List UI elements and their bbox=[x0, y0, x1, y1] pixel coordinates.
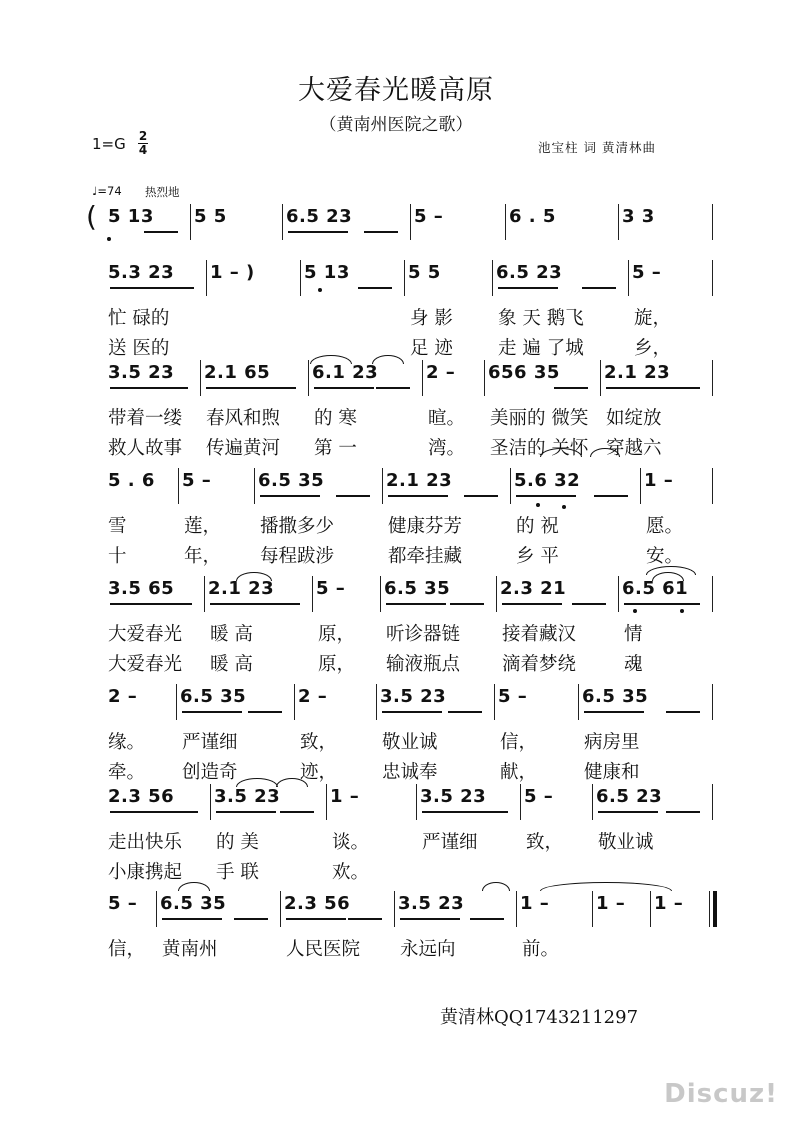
lyric-line-2: 小康携起 bbox=[108, 862, 183, 883]
beam-line bbox=[206, 387, 266, 389]
beam-line bbox=[470, 918, 504, 920]
beam-line bbox=[376, 387, 410, 389]
beam-line bbox=[164, 811, 198, 813]
barline bbox=[294, 684, 295, 720]
lyric-line-2: 乡 平 bbox=[516, 546, 559, 567]
time-signature-bottom: 4 bbox=[138, 143, 148, 157]
barline bbox=[712, 784, 713, 820]
note-group: 5 13 bbox=[108, 206, 154, 227]
barline bbox=[712, 684, 713, 720]
lyric-line-1: 接着藏汉 bbox=[502, 624, 577, 645]
beam-line bbox=[280, 811, 314, 813]
beam-line bbox=[262, 387, 296, 389]
lyric-line-1: 莲， bbox=[184, 516, 222, 537]
beam-line bbox=[594, 495, 628, 497]
note-group: 5 – bbox=[108, 893, 138, 914]
beam-line bbox=[234, 918, 268, 920]
barline bbox=[494, 684, 495, 720]
lyric-line-1: 走出快乐 bbox=[108, 832, 183, 853]
beam-line bbox=[154, 387, 188, 389]
note-group: 6.5 35 bbox=[180, 686, 247, 707]
note-group: 1 – bbox=[596, 893, 626, 914]
beam-line bbox=[216, 811, 276, 813]
barline bbox=[516, 891, 517, 927]
beam-line bbox=[666, 603, 700, 605]
lyric-line-1: 听诊器链 bbox=[386, 624, 461, 645]
lyric-line-2: 年， bbox=[184, 546, 222, 567]
note-group: 3.5 23 bbox=[380, 686, 447, 707]
barline bbox=[592, 891, 593, 927]
lyric-line-2: 安。 bbox=[646, 546, 684, 567]
lyric-line-1: 谈。 bbox=[332, 832, 370, 853]
octave-dot bbox=[562, 505, 566, 509]
beam-line bbox=[162, 918, 222, 920]
lyric-line-2: 足 迹 bbox=[410, 338, 453, 359]
time-signature bbox=[138, 130, 148, 157]
note-group: 5 . 6 bbox=[108, 470, 155, 491]
song-title: 大爱春光暖高原 bbox=[298, 75, 494, 106]
barline bbox=[404, 260, 405, 296]
barline bbox=[592, 784, 593, 820]
tempo-mark: ♩=74 bbox=[92, 184, 122, 198]
slur-arc bbox=[236, 778, 278, 787]
lyric-line-1: 人民医院 bbox=[286, 939, 361, 960]
barline bbox=[484, 360, 485, 396]
barline bbox=[178, 468, 179, 504]
note-group: 6.1 23 bbox=[312, 362, 379, 383]
note-group: 2.3 56 bbox=[284, 893, 351, 914]
beam-line bbox=[606, 387, 666, 389]
lyric-line-2: 十 bbox=[108, 546, 127, 567]
note-group: 1 – bbox=[644, 470, 674, 491]
song-subtitle: （黄南州医院之歌） bbox=[319, 115, 473, 135]
lyric-line-1: 暖 高 bbox=[210, 624, 253, 645]
barline bbox=[496, 576, 497, 612]
beam-line bbox=[210, 603, 270, 605]
lyric-line-1: 雪 bbox=[108, 516, 127, 537]
octave-dot bbox=[633, 609, 637, 613]
barline bbox=[326, 784, 327, 820]
beam-line bbox=[286, 918, 346, 920]
beam-line bbox=[554, 387, 588, 389]
note-group: 3 3 bbox=[622, 206, 655, 227]
barline bbox=[206, 260, 207, 296]
lyric-line-1: 健康芬芳 bbox=[388, 516, 463, 537]
beam-line bbox=[386, 603, 446, 605]
barline bbox=[280, 891, 281, 927]
barline bbox=[312, 576, 313, 612]
slur-arc bbox=[178, 882, 210, 891]
note-group: 5.6 32 bbox=[514, 470, 581, 491]
beam-line bbox=[160, 287, 194, 289]
beam-line bbox=[358, 287, 392, 289]
barline bbox=[410, 204, 411, 240]
time-signature-top: 2 bbox=[138, 129, 148, 143]
lyric-line-1: 敬业诚 bbox=[382, 732, 438, 753]
note-group: 1 – bbox=[654, 893, 684, 914]
barline bbox=[618, 576, 619, 612]
note-group: 5 13 bbox=[304, 262, 350, 283]
expression-mark: 热烈地 bbox=[145, 185, 180, 199]
barline bbox=[600, 360, 601, 396]
lyric-line-2: 传遍黄河 bbox=[206, 438, 281, 459]
note-group: 2.1 23 bbox=[386, 470, 453, 491]
slur-arc bbox=[372, 355, 404, 364]
barline bbox=[210, 784, 211, 820]
barline bbox=[709, 891, 710, 927]
lyric-line-1: 致， bbox=[300, 732, 338, 753]
barline bbox=[640, 468, 641, 504]
note-group: 2.3 21 bbox=[500, 578, 567, 599]
barline bbox=[712, 468, 713, 504]
beam-line bbox=[422, 811, 482, 813]
note-group: 3.5 23 bbox=[398, 893, 465, 914]
lyric-line-1: 身 影 bbox=[410, 308, 453, 329]
note-group: 5 – bbox=[524, 786, 554, 807]
beam-line bbox=[502, 603, 562, 605]
beam-line bbox=[248, 711, 282, 713]
barline bbox=[520, 784, 521, 820]
beam-line bbox=[158, 603, 192, 605]
octave-dot bbox=[536, 503, 540, 507]
slur-arc bbox=[646, 566, 696, 575]
lyric-line-1: 旋， bbox=[634, 308, 672, 329]
lyric-line-2: 都牵挂藏 bbox=[388, 546, 463, 567]
barline bbox=[382, 468, 383, 504]
lyric-line-2: 暖 高 bbox=[210, 654, 253, 675]
note-group: 6 . 5 bbox=[509, 206, 556, 227]
note-group: 5 – bbox=[498, 686, 528, 707]
lyric-line-2: 创造奇 bbox=[182, 762, 238, 783]
lyric-line-2: 牵。 bbox=[108, 762, 146, 783]
note-group: 3.5 23 bbox=[420, 786, 487, 807]
lyric-line-2: 乡， bbox=[634, 338, 672, 359]
note-group: 2 – bbox=[298, 686, 328, 707]
barline bbox=[712, 260, 713, 296]
lyric-line-2: 第 一 bbox=[314, 438, 357, 459]
beam-line bbox=[666, 711, 700, 713]
lyric-line-1: 缘。 bbox=[108, 732, 146, 753]
lyric-line-1: 敬业诚 bbox=[598, 832, 654, 853]
beam-line bbox=[516, 495, 576, 497]
barline bbox=[176, 684, 177, 720]
lyric-line-1: 的 寒 bbox=[314, 408, 357, 429]
beam-line bbox=[110, 811, 170, 813]
barline bbox=[204, 576, 205, 612]
note-group: 5 5 bbox=[194, 206, 227, 227]
beam-line bbox=[448, 711, 482, 713]
lyric-line-2: 欢。 bbox=[332, 862, 370, 883]
lyric-line-2: 迹， bbox=[300, 762, 338, 783]
watermark-logo: Discuz! bbox=[664, 1079, 778, 1109]
slur-arc bbox=[540, 882, 672, 891]
slur-arc bbox=[236, 572, 272, 581]
lyric-line-2: 湾。 bbox=[428, 438, 466, 459]
beam-line bbox=[464, 495, 498, 497]
lyric-line-2: 救人故事 bbox=[108, 438, 183, 459]
beam-line bbox=[598, 811, 658, 813]
lyric-line-1: 带着一缕 bbox=[108, 408, 183, 429]
lyric-line-1: 的 美 bbox=[216, 832, 259, 853]
barline bbox=[650, 891, 651, 927]
note-group: 5 – bbox=[632, 262, 662, 283]
barline bbox=[712, 204, 713, 240]
beam-line bbox=[388, 495, 448, 497]
beam-line bbox=[498, 287, 558, 289]
note-group: 5.3 23 bbox=[108, 262, 175, 283]
lyric-line-2: 输液瓶点 bbox=[386, 654, 461, 675]
lyric-line-2: 忠诚奉 bbox=[382, 762, 438, 783]
beam-line bbox=[382, 711, 442, 713]
note-group: 1 – bbox=[520, 893, 550, 914]
lyric-line-2: 健康和 bbox=[584, 762, 640, 783]
barline bbox=[712, 576, 713, 612]
final-barline bbox=[713, 891, 717, 927]
note-group: 2.1 23 bbox=[604, 362, 671, 383]
lyric-line-1: 病房里 bbox=[584, 732, 640, 753]
barline bbox=[380, 576, 381, 612]
note-group: 6.5 35 bbox=[160, 893, 227, 914]
lyric-line-2: 穿越六 bbox=[606, 438, 662, 459]
beam-line bbox=[450, 603, 484, 605]
lyric-line-1: 永远向 bbox=[400, 939, 456, 960]
lyric-line-1: 致， bbox=[526, 832, 564, 853]
note-group: 6.5 35 bbox=[384, 578, 451, 599]
beam-line bbox=[314, 387, 374, 389]
note-group: 2 – bbox=[426, 362, 456, 383]
beam-line bbox=[364, 231, 398, 233]
note-group: 3.5 23 bbox=[214, 786, 281, 807]
note-group: 2.1 65 bbox=[204, 362, 271, 383]
barline bbox=[505, 204, 506, 240]
slur-arc bbox=[482, 882, 510, 891]
barline bbox=[422, 360, 423, 396]
lyric-line-2: 走 遍 了城 bbox=[498, 338, 584, 359]
note-group: 6.5 23 bbox=[496, 262, 563, 283]
lyric-line-1: 象 天 鹅飞 bbox=[498, 308, 584, 329]
lyric-line-2: 魂 bbox=[624, 654, 643, 675]
lyric-line-1: 播撒多少 bbox=[260, 516, 335, 537]
note-group: 2 – bbox=[108, 686, 138, 707]
note-group: 6.5 23 bbox=[596, 786, 663, 807]
lyric-line-2: 每程跋涉 bbox=[260, 546, 335, 567]
barline bbox=[254, 468, 255, 504]
barline bbox=[628, 260, 629, 296]
lyric-line-1: 的 祝 bbox=[516, 516, 559, 537]
note-group: 656 35 bbox=[488, 362, 560, 383]
note-group: 6.5 23 bbox=[286, 206, 353, 227]
lyric-line-2: 手 联 bbox=[216, 862, 259, 883]
note-group: 1 – bbox=[330, 786, 360, 807]
lyric-line-1: 黄南州 bbox=[162, 939, 218, 960]
lyric-line-1: 前。 bbox=[522, 939, 560, 960]
beam-line bbox=[572, 603, 606, 605]
barline bbox=[416, 784, 417, 820]
note-group: 5 – bbox=[414, 206, 444, 227]
lyric-line-1: 情 bbox=[624, 624, 643, 645]
barline bbox=[492, 260, 493, 296]
note-group: 3.5 23 bbox=[108, 362, 175, 383]
lyric-line-2: 献， bbox=[500, 762, 538, 783]
slur-arc bbox=[310, 355, 352, 364]
note-group: 2.1 23 bbox=[208, 578, 275, 599]
lyric-line-1: 如绽放 bbox=[606, 408, 662, 429]
open-repeat-paren: ( bbox=[86, 200, 97, 233]
barline bbox=[308, 360, 309, 396]
lyric-line-1: 愿。 bbox=[646, 516, 684, 537]
barline bbox=[300, 260, 301, 296]
barline bbox=[618, 204, 619, 240]
barline bbox=[510, 468, 511, 504]
barline bbox=[200, 360, 201, 396]
beam-line bbox=[266, 603, 300, 605]
beam-line bbox=[666, 387, 700, 389]
lyric-line-1: 忙 碌的 bbox=[108, 308, 170, 329]
lyric-line-1: 严谨细 bbox=[422, 832, 478, 853]
lyric-line-1: 春风和煦 bbox=[206, 408, 281, 429]
lyric-line-1: 暄。 bbox=[428, 408, 466, 429]
beam-line bbox=[336, 495, 370, 497]
lyric-line-2: 滴着梦绕 bbox=[502, 654, 577, 675]
beam-line bbox=[144, 231, 178, 233]
footer-contact: 黄清林QQ1743211297 bbox=[440, 1007, 639, 1028]
octave-dot bbox=[107, 237, 111, 241]
beam-line bbox=[584, 711, 644, 713]
credit-line: 池宝柱 词 黄清林曲 bbox=[538, 140, 656, 155]
note-group: 3.5 65 bbox=[108, 578, 175, 599]
lyric-line-1: 美丽的 微笑 bbox=[490, 408, 589, 429]
beam-line bbox=[582, 287, 616, 289]
note-group: 6.5 35 bbox=[258, 470, 325, 491]
lyric-line-2: 送 医的 bbox=[108, 338, 170, 359]
beam-line bbox=[348, 918, 382, 920]
barline bbox=[156, 891, 157, 927]
lyric-line-2: 原， bbox=[318, 654, 356, 675]
lyric-line-2: 圣洁的 关怀 bbox=[490, 438, 589, 459]
barline bbox=[282, 204, 283, 240]
barline bbox=[376, 684, 377, 720]
beam-line bbox=[182, 711, 242, 713]
beam-line bbox=[260, 495, 320, 497]
lyric-line-1: 原， bbox=[318, 624, 356, 645]
note-group: 6.5 35 bbox=[582, 686, 649, 707]
barline bbox=[190, 204, 191, 240]
lyric-line-1: 信， bbox=[108, 939, 146, 960]
beam-line bbox=[288, 231, 348, 233]
note-group: 5 – bbox=[316, 578, 346, 599]
lyric-line-1: 信， bbox=[500, 732, 538, 753]
octave-dot bbox=[680, 609, 684, 613]
note-group: 5 – bbox=[182, 470, 212, 491]
beam-line bbox=[400, 918, 460, 920]
barline bbox=[712, 360, 713, 396]
note-group: 5 5 bbox=[408, 262, 441, 283]
octave-dot bbox=[318, 288, 322, 292]
note-group: 6.5 61 bbox=[622, 578, 689, 599]
barline bbox=[578, 684, 579, 720]
note-group: 1 – ) bbox=[210, 262, 255, 283]
key-signature: 1=G bbox=[92, 135, 126, 153]
beam-line bbox=[474, 811, 508, 813]
lyric-line-2: 大爱春光 bbox=[108, 654, 183, 675]
note-group: 2.3 56 bbox=[108, 786, 175, 807]
lyric-line-1: 严谨细 bbox=[182, 732, 238, 753]
barline bbox=[394, 891, 395, 927]
beam-line bbox=[666, 811, 700, 813]
lyric-line-1: 大爱春光 bbox=[108, 624, 183, 645]
